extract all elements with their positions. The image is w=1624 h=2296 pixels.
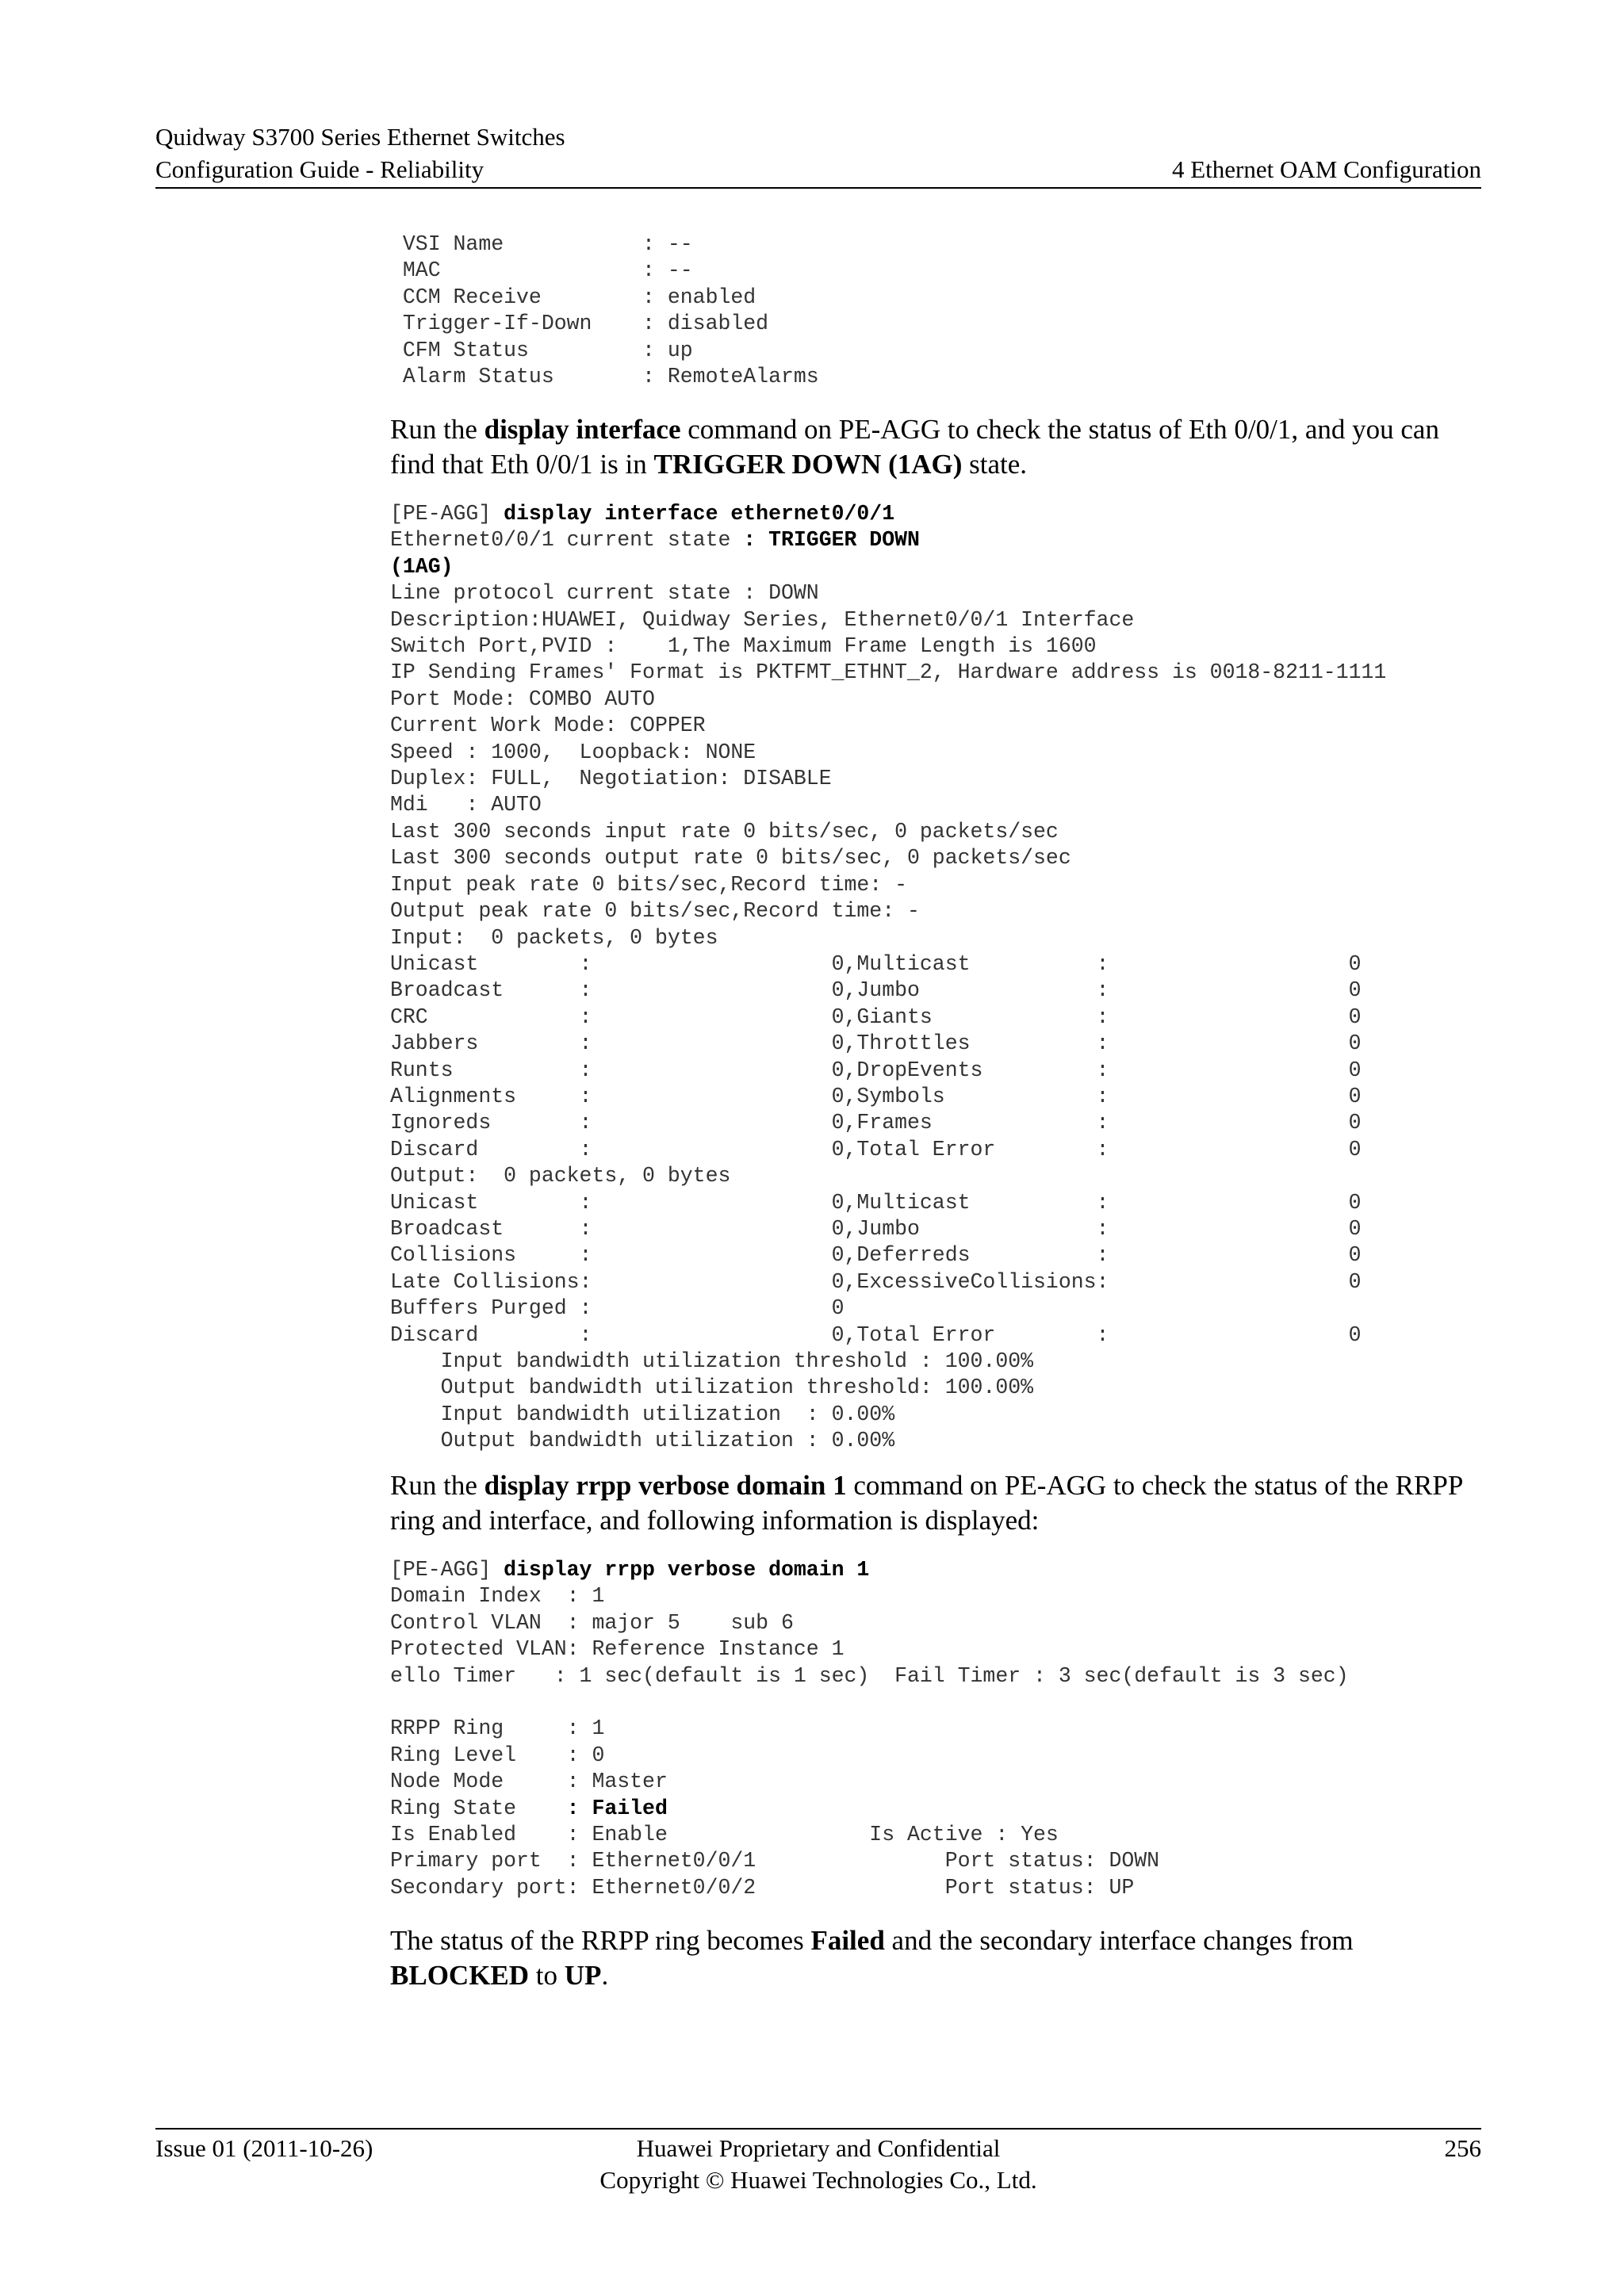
paragraph-rrpp-result: The status of the RRPP ring becomes Failed and the secondary interface changes from BLOCKED to UP. bbox=[390, 1925, 1354, 1991]
code-block-cfm-status: VSI Name : -- MAC : -- CCM Receive : enabled Trigger-If-Down : disabled CFM Status : up Alarm Status : RemoteAlarms bbox=[402, 232, 819, 389]
ring-state-value: : Failed bbox=[566, 1796, 668, 1820]
code-block-display-interface: [PE-AGG] display interface ethernet0/0/1 Ethernet0/0/1 current state : TRIGGER DOWN (1AG) Line protocol current state : DOWN Description:HUAWEI, Quidway Series, Ethernet0/0/1 Interface Switch Port,PVID : 1,The Maximum Frame Length is 1600 IP Sending Frames' Format is PKTFMT_ETHNT_2, Hardware address is 0018-8211-1111 Port Mode: COMBO AUTO Current Work Mode: COPPER Speed : 1000, Loopback: NONE Duplex: FULL, Negotiation: DISABLE Mdi : AUTO Last 300 seconds input rate 0 bits/sec, 0 packets/sec Last 300 seconds output rate 0 bits/sec, 0 packets/sec Input peak rate 0 bits/sec,Record time: - Output peak rate 0 bits/sec,Record time: - Input: 0 packets, 0 bytes Unicast : 0,Multicast : 0 Broadcast : 0,Jumbo : 0 CRC : 0,Giants : 0 Jabbers : 0,Throttles : 0 Runts : 0,DropEvents : 0 Alignments : 0,Symbols : 0 Ignoreds : 0,Frames : 0 Discard : 0,Total Error : 0 Output: 0 packets, 0 bytes Unicast : 0,Multicast : 0 Broadcast : 0,Jumbo : 0 Collisions : 0,Deferreds : 0 Late Collisions: 0,ExcessiveCollisions: 0 Buffers Purged : 0 Discard : 0,Total Error : 0 Input bandwidth utilization threshold : 100.00% Output bandwidth utilization threshold: 100.00% Input bandwidth utilization : 0.00% Output bandwidth utilization : 0.00% bbox=[390, 502, 1387, 1453]
page-number: 256 bbox=[1444, 2134, 1481, 2162]
code-block-display-rrpp: [PE-AGG] display rrpp verbose domain 1 Domain Index : 1 Control VLAN : major 5 sub 6 Protected VLAN: Reference Instance 1 ello Timer : 1 sec(default is 1 sec) Fail Timer : 3 sec(default is 3 sec) RRPP Ring : 1 Ring Level : 0 Node Mode : Master Ring State : Failed Is Enabled : Enable Is Active : Yes Primary port : Ethernet0/0/1 Port status: DOWN Secondary port: Ethernet0/0/2 Port status: UP bbox=[390, 1558, 1349, 1900]
header-product: Quidway S3700 Series Ethernet Switches bbox=[155, 123, 565, 151]
footer-issue: Issue 01 (2011-10-26) bbox=[155, 2134, 373, 2162]
header-chapter: 4 Ethernet OAM Configuration bbox=[1171, 155, 1481, 183]
paragraph-display-rrpp: Run the display rrpp verbose domain 1 command on PE-AGG to check the status of the RRPP ring and interface, and following information is displayed: bbox=[390, 1470, 1463, 1536]
paragraph-display-interface: Run the display interface command on PE-AGG to check the status of Eth 0/0/1, and you can find that Eth 0/0/1 is in TRIGGER DOWN (1AG) state. bbox=[390, 414, 1439, 480]
footer-confidential: Huawei Proprietary and Confidential bbox=[636, 2134, 1001, 2162]
command-text: display rrpp verbose domain 1 bbox=[504, 1558, 870, 1582]
header-guide-title: Configuration Guide - Reliability bbox=[155, 155, 485, 183]
page-header bbox=[155, 119, 1481, 189]
page-footer bbox=[155, 2128, 1481, 2201]
command-text: display interface ethernet0/0/1 bbox=[504, 502, 895, 526]
footer-copyright: Copyright © Huawei Technologies Co., Ltd. bbox=[599, 2166, 1037, 2194]
interface-state: : TRIGGER DOWN (1AG) bbox=[390, 528, 920, 579]
